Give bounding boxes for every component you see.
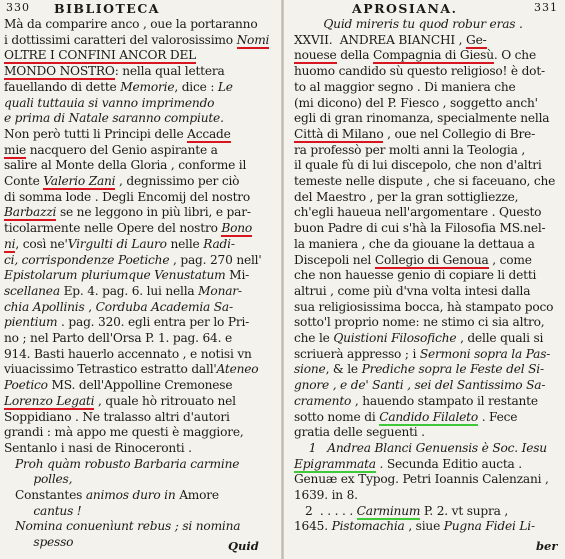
text-line [284,126,565,143]
red-underlined-text: nouese [294,48,337,63]
red-underlined-text: Ge- [466,32,487,47]
text-line [284,518,565,535]
text-run: , come [488,252,532,267]
text-run: il quale fù di lui discepolo, che non d'altri [294,158,542,173]
red-underlined-text: OLTRE I CONFINI ANCOR DEL [4,48,197,63]
text-run: cantus ! [4,503,82,518]
text-run: Proh quàm robusto Barbaria carmine [4,456,240,471]
text-line [284,220,565,237]
text-run: , così ne' [15,236,68,251]
text-line [284,456,565,473]
text-line [0,314,281,331]
text-line [0,518,281,535]
text-run: altrui , come più d'vna volta intesi dalla [294,283,531,298]
text-line [0,267,281,284]
text-line [284,409,565,426]
text-run: pientium [4,315,58,330]
text-line [284,157,565,174]
text-run: grandi : mà appo me questi è maggiore, [4,425,244,440]
text-line [0,47,281,64]
text-line [284,503,565,520]
red-underlined-text: Collegio di Genoua [374,252,489,267]
text-line [284,32,565,49]
text-line [0,142,281,159]
text-run: ci, corrispondenze Poetiche [4,252,170,267]
text-line [284,63,565,80]
red-underlined-text: Nomi [236,32,270,47]
text-line [0,110,281,127]
text-line [284,47,565,64]
text-run: cramento [294,393,352,408]
text-line [284,110,565,127]
text-run: . O che [493,48,536,63]
text-run: e prima di Natale saranno compiute [4,111,221,126]
text-run: Sentanlo i nasi de Rinoceronti . [4,440,192,455]
text-run: (mi dicono) del P. Fiesco , soggetto anch' [294,95,538,110]
red-underlined-text: mie [4,142,27,157]
text-line [284,346,565,363]
text-line [0,283,281,300]
text-line [0,346,281,363]
text-run: Radi- [203,236,235,251]
text-line [0,157,281,174]
text-run: MS. dell'Appolline Cremonese [47,378,233,393]
text-line [284,440,565,457]
text-run: 1639. in 8. [294,488,358,502]
text-run: temeste nelle dispute , che si faceuano, che [294,174,556,188]
text-run: spesso [4,535,74,550]
text-run: , dice : [174,79,218,94]
text-run: no ; nel Parto dell'Orsa P. 1. pag. 64. e [4,331,232,345]
text-run: to al maggior segno . Di maniera che [294,79,516,94]
text-line [0,377,281,394]
text-line [284,361,565,378]
text-run: Quid mireris tu quod robur eras . [294,17,523,31]
text-run: XXVII. ANDREA BIANCHI , [294,32,467,47]
text-run: salire al Monte della Gloria , conforme il [4,158,247,173]
text-run: Mi- [225,268,250,283]
left-page [0,0,281,559]
text-run: , [84,299,96,314]
text-line [0,440,281,457]
red-underlined-text: Lorenzo Legati [4,393,95,408]
text-run: 1645. [294,519,332,534]
text-line [284,79,565,96]
text-line [284,283,565,300]
text-line [284,330,565,347]
text-run: egli di gran rinomanza, specialmente nella [294,111,550,126]
text-run: ra professò per molti anni la Teologia , [294,142,526,157]
text-run: chia Apollinis [4,299,85,314]
text-run: , hauendo stampato il restante [351,393,538,408]
text-line [284,393,565,410]
text-line [0,173,281,190]
text-run: che non hauesse genio di copiare li detti [294,268,537,283]
text-run: Sermoni sopra la Pas- [419,346,551,361]
text-run: nelle [166,236,204,251]
text-run: P. 2. vt supra , [420,503,509,518]
text-line [284,267,565,284]
text-line [0,236,281,253]
text-run: gratia delle seguenti . [294,425,425,440]
text-run: 1 Andrea Blanci Genuensis è Soc. Iesu [294,440,547,455]
text-run: Quistioni Filosofiche [333,331,457,345]
text-line [0,95,281,112]
text-run: Pistomachia [331,519,405,534]
text-line [0,189,281,206]
text-line [0,393,281,410]
text-line [284,95,565,112]
text-line [284,377,565,394]
text-run: Genuæ ex Typog. Petri Ioannis Calenzani , [294,472,549,487]
text-line [284,299,565,316]
text-line [284,236,565,253]
text-run: huomo candido sù questo religioso! è dot- [294,64,545,79]
left-catchword: Quid [228,539,259,553]
text-run: Poetico [4,378,48,393]
right-page [284,0,565,559]
text-line [284,204,565,221]
text-run: del Maestro , per la gran sottigliezze, [294,189,519,204]
text-line [0,487,281,504]
right-catchword: ber [536,539,558,553]
text-run: , quale hò ritrouato nel [94,393,236,408]
text-line [0,16,281,33]
text-run: sua religiosissima bocca, hà stampato poco [294,299,554,314]
text-run: se ne leggono in più libri, e par- [56,205,251,220]
text-line [284,16,565,33]
red-underlined-text: Barbazzi [4,205,57,220]
right-page-header [284,1,565,15]
text-run: Constantes [4,488,86,502]
red-underlined-text: Città di Milano [294,126,384,141]
text-line [284,189,565,206]
text-line [284,252,565,269]
text-line [0,126,281,143]
text-run: scellanea [4,283,60,298]
left-page-header [0,1,281,15]
left-page-title: BIBLIOTECA [54,1,160,16]
text-run: ch'egli haueua nell'argomentare . Questo [294,205,542,220]
text-run: 914. Basti hauerlo accennato , e notisi vn [4,346,252,361]
text-line [0,252,281,269]
text-run: che le [294,331,334,345]
text-run: Amore [175,488,219,502]
red-underlined-text: ni [4,236,16,251]
text-run: , degnissimo per ciò [115,174,240,188]
text-run: Prediche sopra le Feste del Si- [361,362,544,377]
text-run: , oue nel Collegio di Bre- [383,126,536,141]
text-run: ticolarmente nelle Opere del nostro [4,221,222,236]
red-underlined-text: Compagnia di Giesù [372,48,494,63]
text-line [0,330,281,347]
text-run: viuacissimo Tetrastico estratto dall' [4,362,217,377]
text-run: Non però tutti li Principi delle [4,126,188,141]
text-run: 2 . . . . . [294,503,357,518]
text-run: , siue [404,519,444,534]
right-page-number: 331 [534,1,558,14]
text-run: Ateneo [216,362,259,377]
text-line [0,456,281,473]
text-run: . [220,111,224,126]
text-line [0,503,281,520]
text-line [0,63,281,80]
text-run: , & le [325,362,362,377]
text-run: . Secunda Editio aucta . [375,456,522,471]
red-underlined-text: Bono [221,221,253,236]
text-line [284,471,565,488]
text-run: scriuerà appresso ; i [294,346,420,361]
red-underlined-text: Accade [187,126,231,141]
text-run: la maniera , che da giouane la dettaua a [294,236,535,251]
text-run: Corduba Academia Sa- [95,299,233,314]
text-run: . Fece [478,409,518,424]
text-line [0,471,281,488]
text-line [284,487,565,504]
text-line [0,204,281,221]
text-line [0,220,281,237]
text-line [284,314,565,331]
text-run: nacquero del Genio aspirante a [26,142,218,157]
text-run: buon Padre di cui s'hà la Filosofia MS.nel- [294,221,546,236]
text-run: gnore , e de' Santi , sei del Santissimo Sa- [294,378,546,393]
text-run: Mà da comparire anco , oue la portaranno [4,17,258,31]
text-run: Virgulti di Lauro [67,236,167,251]
text-run: . pag. 320. egli entra per lo Pri- [57,315,250,330]
text-line [284,142,565,159]
text-line [284,173,565,190]
right-page-title: APROSIANA. [352,1,458,16]
text-run: Soppidiano . Ne tralasso altri d'autori [4,409,230,424]
text-line [0,361,281,378]
green-underlined-text: Epigrammata [294,456,376,471]
green-underlined-text: Candido Filaleto [379,409,479,424]
text-run: i dottissimi caratteri del valorosissimo [4,32,237,47]
text-line [0,32,281,49]
text-line [284,424,565,441]
text-run: di somma lode . Degli Encomij del nostro [4,189,251,204]
text-run: Memorie [120,79,175,94]
text-run: Discepoli nel [294,252,375,267]
text-run: sotto nome di [294,409,380,424]
text-line [0,409,281,426]
text-run: sotto'l proprio nome: ne stimo ci sia altro, [294,315,545,330]
green-underlined-text: Carminum [356,503,421,518]
text-run: : nella qual lettera [114,64,225,79]
left-page-number: 330 [6,1,30,14]
text-run: Epistolarum pluriumque Venustatum [4,268,226,283]
text-line [0,424,281,441]
text-run: animos duro in [85,488,176,502]
text-run: polles, [4,472,73,487]
text-line [0,79,281,96]
text-run: sione [294,362,326,377]
text-run: quali tuttauia si vanno imprimendo [4,95,215,110]
text-run: Monar- [198,283,242,298]
text-run: Le [217,79,233,94]
text-run: Nomina conuenìunt rebus ; si nomina [4,519,241,534]
red-underlined-text: Valerio Zani [43,174,116,188]
red-underlined-text: MONDO NOSTRO [4,64,115,79]
text-run: Conte [4,174,44,188]
text-line [0,299,281,316]
text-run: Pugna Fidei Li- [443,519,535,534]
text-run: Ep. 4. pag. 6. lui nella [59,283,199,298]
text-run: della [336,48,373,63]
text-run: fauellando di dette [4,79,121,94]
text-run: , pag. 270 nell' [169,252,262,267]
text-run: , delle quali si [456,331,544,345]
